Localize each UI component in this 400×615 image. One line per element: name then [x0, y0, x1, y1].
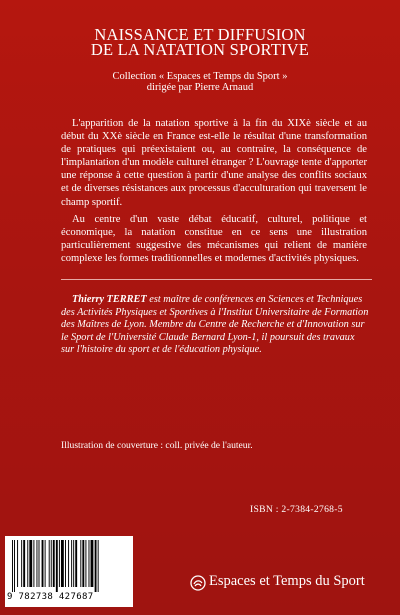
book-title-line-2: DE LA NATATION SPORTIVE — [90, 40, 310, 59]
author-bio-text: est maître de conférences en Sciences et Techniques des Activités Physiques et Sportives à l'Institut Universitaire de Formation des Maîtres de Lyon. Membre du Centre de Recherche et d'Innovation sur le Sport de l'Université Claude Bernard Lyon-1, il poursuit des travaux sur l'histoire du sport et de l'éducation physique. — [61, 294, 369, 356]
author-bio — [61, 294, 369, 357]
book-title-line-1: NAISSANCE ET DIFFUSION — [94, 25, 306, 44]
barcode — [5, 536, 133, 607]
summary-paragraph-1: L'apparition de la natation sportive à la fin du XIXè siècle et au début du XXè siècle en France est-elle le résultat d'une transformation de pratiques qui préexistaient ou, au contraire, la conséquence de l'implantation d'un modèle culturel étranger ? L'ouvrage tente d'apporter une réponse à cette question à partir d'une analyse des conflits sociaux et de diverses résistances aux processus d'acculturation qui traversent le champ sportif. — [61, 118, 367, 208]
isbn: ISBN : 2-7384-2768-5 — [250, 504, 343, 515]
collection-director: dirigée par Pierre Arnaud — [146, 82, 254, 93]
publisher-logo-icon — [190, 575, 206, 591]
author-name: Thierry TERRET — [72, 294, 147, 305]
cover-credit: Illustration de couverture : coll. privée de l'auteur. — [61, 440, 253, 451]
collection-name: Collection « Espaces et Temps du Sport » — [112, 71, 288, 82]
barcode-digits: 9 782738 427687 — [7, 592, 94, 602]
summary-paragraph-2: Au centre d'un vaste débat éducatif, culturel, politique et économique, la natation constitue en ce sens une illustration particulièrement suggestive des mécanismes qui relient de manière complexe les formes traditionnelles et modernes d'activités physiques. — [61, 214, 367, 265]
barcode-bars — [12, 540, 126, 592]
publisher-name: Espaces et Temps du Sport — [209, 573, 365, 589]
divider — [61, 279, 372, 280]
